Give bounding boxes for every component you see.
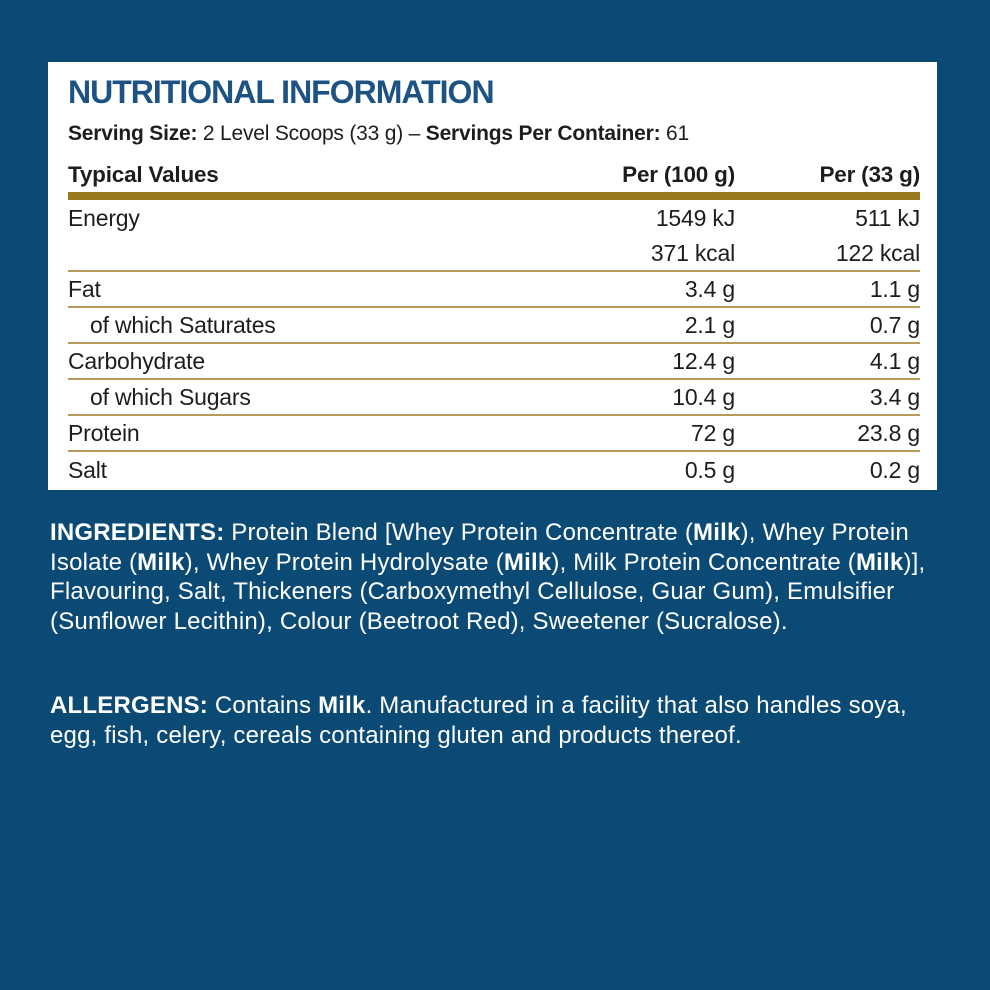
table-row-energy-kj [68,200,920,236]
row-label: Salt [68,456,107,483]
text-segment: ), Milk Protein Concentrate ( [551,548,856,576]
value-per-100g: 72 g [691,419,735,446]
row-label: Carbohydrate [68,347,205,374]
table-row-protein [68,416,920,452]
text-segment: . Manufactured in a facility that also handles soya, egg, fish, celery, cereals containing gluten and products thereof. [50,692,907,749]
milk-allergen-highlight: Milk [137,548,185,576]
value-per-100g: 2.1 g [684,311,735,338]
header-typical-values: Typical Values [68,162,219,187]
header-per-33g: Per (33 g) [819,162,920,187]
servings-per-container-value: 61 [666,122,690,145]
table-row-saturates [68,308,920,344]
table-row-salt [68,452,920,488]
table-row-fat [68,272,920,308]
milk-allergen-highlight: Milk [503,548,552,576]
value-per-33g: 23.8 g [857,419,920,446]
value-per-100g: 0.5 g [684,456,735,483]
table-row-energy-kcal [68,236,920,272]
text-segment: Protein Blend [Whey Protein Concentrate ( [231,519,694,546]
serving-size-value: 2 Level Scoops (33 g) – [202,122,426,145]
value-per-33g: 0.2 g [869,456,920,483]
text-segment: ), Whey Protein Isolate ( [50,519,909,576]
row-label: of which Saturates [90,311,276,338]
ingredients-label: INGREDIENTS: [50,519,232,546]
value-per-100g: 1549 kJ [655,204,735,231]
value-per-33g: 1.1 g [869,275,920,302]
text-segment: ), Whey Protein Hydrolysate ( [184,548,504,576]
servings-per-container-label: Servings Per Container: [425,122,667,145]
milk-allergen-highlight: Milk [693,519,741,546]
milk-allergen-highlight: Milk [855,548,904,576]
table-row-carbohydrate [68,344,920,380]
value-per-100g: 10.4 g [672,383,735,410]
table-row-sugars [68,380,920,416]
value-per-33g: 3.4 g [869,383,920,410]
milk-allergen-highlight: Milk [318,692,366,719]
header-per-100g: Per (100 g) [622,162,735,187]
row-label: Fat [68,275,101,302]
ingredients-text [50,518,942,636]
allergens-text [50,691,942,750]
value-per-33g: 511 kJ [855,204,920,231]
value-per-100g: 3.4 g [684,275,735,302]
nutrition-title: NUTRITIONAL INFORMATION [68,74,494,110]
text-segment: )], Flavouring, Salt, Thickeners (Carboxymethyl Cellulose, Guar Gum), Emulsifier (Sunflower Lecithin), Colour (Beetroot Red), Sweetener (Sucralose). [50,548,926,635]
text-segment: Contains [214,692,319,719]
header-divider-bar [68,192,920,200]
value-per-33g: 122 kcal [835,239,920,266]
value-per-100g: 371 kcal [650,239,735,266]
table-header-row [68,158,920,188]
serving-size-label: Serving Size: [68,122,203,145]
nutrition-facts-card [48,62,937,490]
row-label: Energy [68,204,140,231]
row-label: Protein [68,419,140,446]
value-per-33g: 4.1 g [869,347,920,374]
row-label: of which Sugars [90,383,251,410]
value-per-100g: 12.4 g [672,347,735,374]
allergens-label: ALLERGENS: [50,692,215,719]
value-per-33g: 0.7 g [869,311,920,338]
serving-info [68,121,920,146]
